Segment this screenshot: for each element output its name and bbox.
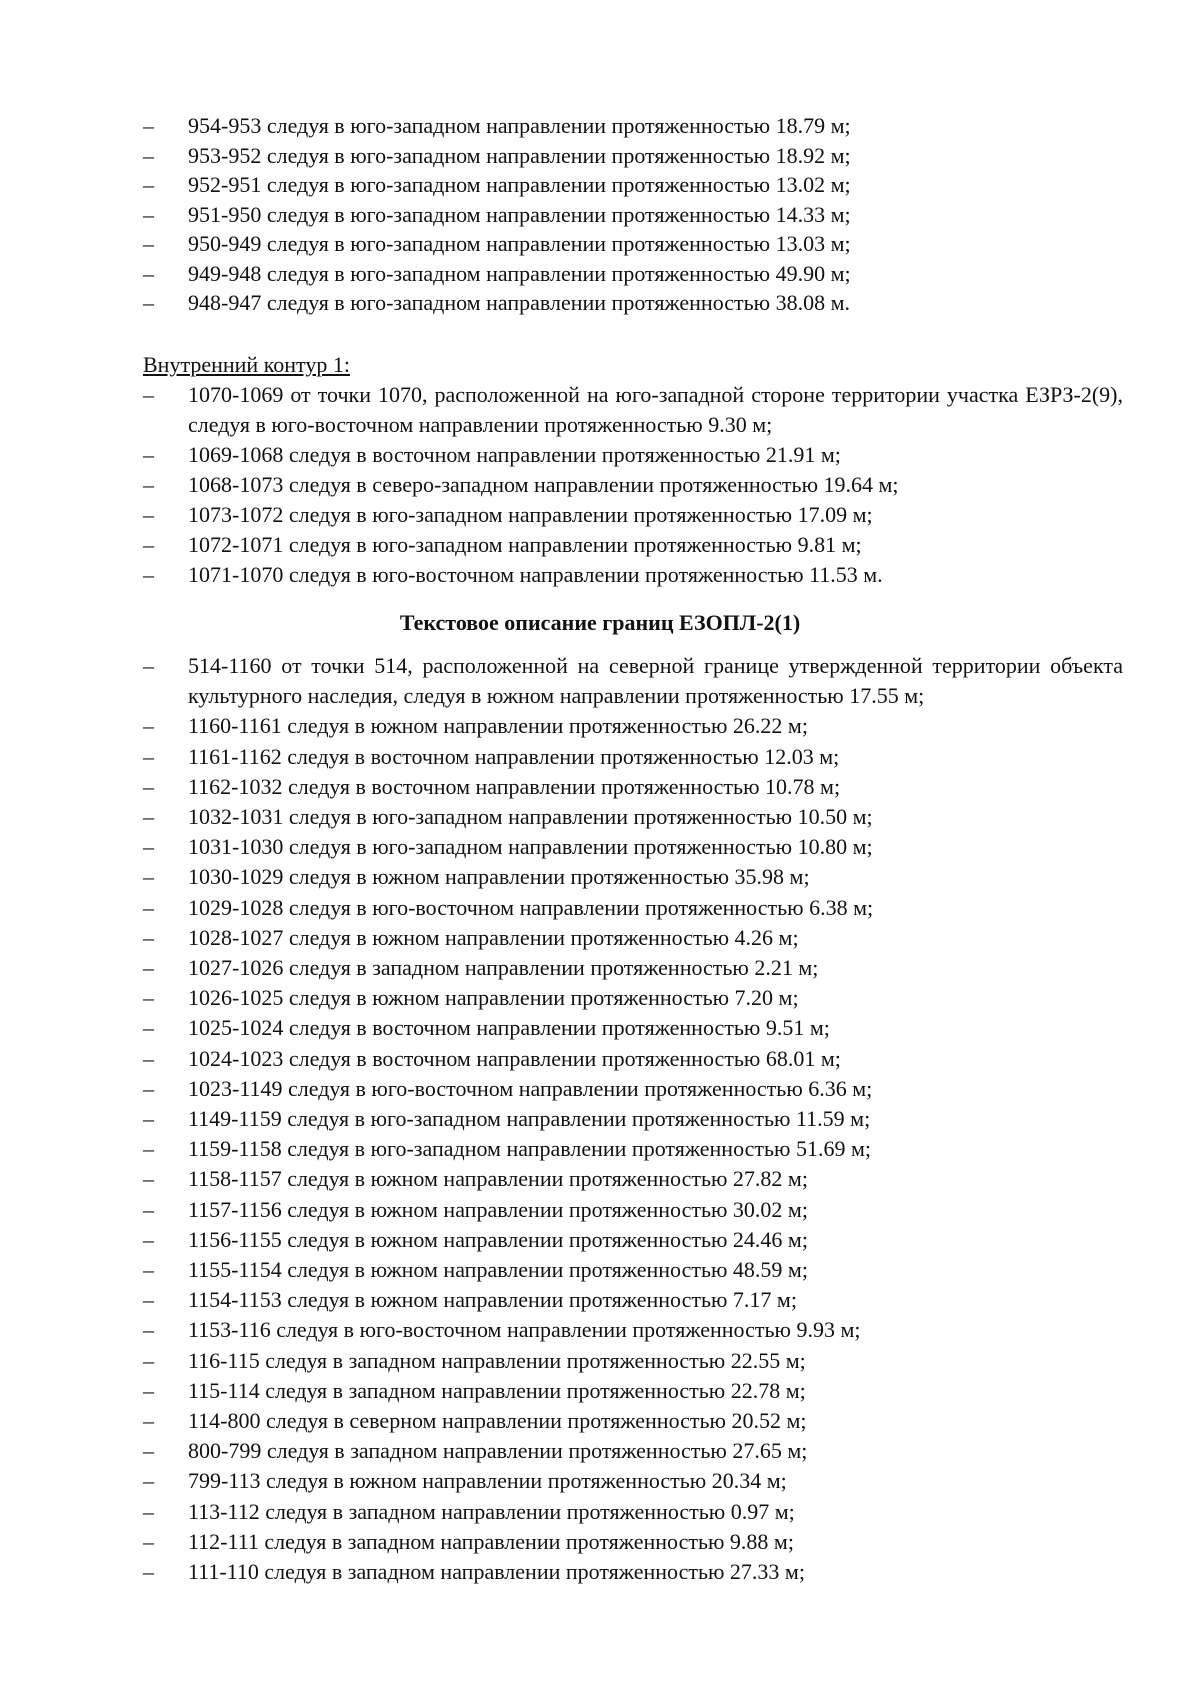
list-item (143, 470, 1123, 500)
dash-marker: – (143, 290, 154, 315)
dash-marker: – (143, 260, 154, 286)
dash-marker: – (143, 502, 154, 527)
dash-marker: – (143, 894, 154, 920)
list-item (143, 200, 1123, 230)
dash-marker: – (143, 924, 154, 950)
dash-marker: – (143, 804, 154, 830)
list-item-text: 1149-1159 следуя в юго-западном направлении протяженностью 11.59 м; (188, 1106, 871, 1132)
dash-marker: – (143, 1075, 154, 1101)
list-item (143, 1255, 1123, 1285)
list-item (143, 170, 1123, 200)
list-item (143, 1466, 1123, 1496)
list-item (143, 440, 1123, 470)
list-item (143, 1195, 1123, 1225)
dash-marker: – (143, 1226, 154, 1252)
dash-marker: – (143, 1015, 154, 1041)
list-item (143, 832, 1123, 862)
list-item-text: 1025-1024 следуя в восточном направлении протяженностью 9.51 м; (188, 1015, 830, 1041)
list-item-text: 114-800 следуя в северном направлении протяженностью 20.52 м; (188, 1408, 807, 1434)
dash-marker: – (143, 743, 154, 769)
list-item (143, 560, 1123, 590)
list-item (143, 802, 1123, 832)
dash-marker: – (143, 1468, 154, 1494)
dash-marker: – (143, 1136, 154, 1162)
ezopl-heading: Текстовое описание границ ЕЗОПЛ-2(1) (399, 610, 801, 635)
dash-marker: – (143, 1498, 154, 1524)
list-item (143, 1044, 1123, 1074)
list-item-text: 1156-1155 следуя в южном направлении протяженностью 24.46 м; (188, 1226, 808, 1252)
list-item (143, 141, 1123, 171)
dash-marker: – (143, 472, 154, 497)
list-item-text: 1026-1025 следуя в южном направлении протяженностью 7.20 м; (188, 985, 799, 1011)
list-item (143, 893, 1123, 923)
dash-marker: – (143, 985, 154, 1011)
list-item-text: 949-948 следуя в юго-западном направлении протяженностью 49.90 м; (188, 260, 851, 286)
dash-marker: – (143, 231, 154, 256)
list-item (143, 923, 1123, 953)
list-item-text: 1161-1162 следуя в восточном направлении протяженностью 12.03 м; (188, 743, 840, 769)
inner-contour-section (143, 380, 1123, 590)
dash-marker: – (143, 834, 154, 860)
list-item-text: 800-799 следуя в западном направлении протяженностью 27.65 м; (188, 1438, 808, 1464)
list-item (143, 1346, 1123, 1376)
list-item (143, 1557, 1123, 1587)
dash-marker: – (143, 713, 154, 739)
list-item-text: 1023-1149 следуя в юго-восточном направлении протяженностью 6.36 м; (188, 1075, 873, 1101)
dash-marker: – (143, 1317, 154, 1343)
list-item (143, 1013, 1123, 1043)
list-item-text: 1162-1032 следуя в восточном направлении протяженностью 10.78 м; (188, 773, 841, 799)
list-item-text: 948-947 следуя в юго-западном направлении протяженностью 38.08 м. (188, 290, 851, 315)
dash-marker: – (143, 773, 154, 799)
ezopl-section (143, 651, 1123, 1587)
list-item (143, 1285, 1123, 1315)
list-item (143, 530, 1123, 560)
dash-marker: – (143, 1045, 154, 1071)
list-item (143, 1164, 1123, 1194)
dash-marker: – (143, 113, 154, 138)
dash-marker: – (143, 1438, 154, 1464)
list-item-text: 1072-1071 следуя в юго-западном направлении протяженностью 9.81 м; (188, 532, 862, 557)
list-item-text: 951-950 следуя в юго-западном направлении протяженностью 14.33 м; (188, 201, 851, 227)
list-item-text: 1068-1073 следуя в северо-западном направлении протяженностью 19.64 м; (188, 472, 899, 497)
list-item (143, 288, 1123, 318)
dash-marker: – (143, 1528, 154, 1554)
dash-marker: – (143, 864, 154, 890)
dash-marker: – (143, 653, 154, 678)
list-item-text: 1154-1153 следуя в южном направлении протяженностью 7.17 м; (188, 1287, 797, 1313)
dash-marker: – (143, 1377, 154, 1403)
list-item-text: 1159-1158 следуя в юго-западном направлении протяженностью 51.69 м; (188, 1136, 871, 1162)
list-item-text: 1027-1026 следуя в западном направлении протяженностью 2.21 м; (188, 955, 819, 981)
dash-marker: – (143, 1166, 154, 1192)
dash-marker: – (143, 1347, 154, 1373)
list-item (143, 1134, 1123, 1164)
list-item-text: 950-949 следуя в юго-западном направлении протяженностью 13.03 м; (188, 231, 851, 256)
dash-marker: – (143, 201, 154, 227)
section-a (143, 111, 1123, 318)
list-item-text: 1157-1156 следуя в южном направлении протяженностью 30.02 м; (188, 1196, 808, 1222)
dash-marker: – (143, 172, 154, 197)
list-item (143, 1406, 1123, 1436)
list-item (143, 259, 1123, 289)
ezopl-list (143, 651, 1123, 1587)
list-item (143, 1436, 1123, 1466)
dash-marker: – (143, 1287, 154, 1313)
list-item (143, 1376, 1123, 1406)
list-item-text: 113-112 следуя в западном направлении протяженностью 0.97 м; (188, 1498, 795, 1524)
list-item-text: 1031-1030 следуя в юго-западном направлении протяженностью 10.80 м; (188, 834, 873, 860)
list-item-text: 1158-1157 следуя в южном направлении протяженностью 27.82 м; (188, 1166, 808, 1192)
list-item-text: 1153-116 следуя в юго-восточном направлении протяженностью 9.93 м; (188, 1317, 861, 1343)
list-item (143, 111, 1123, 141)
list-item-text: 112-111 следуя в западном направлении протяженностью 9.88 м; (188, 1528, 794, 1554)
list-item (143, 1104, 1123, 1134)
list-item-text: 1073-1072 следуя в юго-западном направлении протяженностью 17.09 м; (188, 502, 873, 527)
list-item-text: 1029-1028 следуя в юго-восточном направлении протяженностью 6.38 м; (188, 894, 874, 920)
list-item (143, 1225, 1123, 1255)
section-a-list (143, 111, 1123, 318)
list-item-text: 115-114 следуя в западном направлении протяженностью 22.78 м; (188, 1377, 806, 1403)
list-item (143, 651, 1123, 711)
inner-contour-heading: Внутренний контур 1: (143, 352, 350, 377)
dash-marker: – (143, 1196, 154, 1222)
list-item-text: 952-951 следуя в юго-западном направлении протяженностью 13.02 м; (188, 172, 851, 197)
list-item-text: 1069-1068 следуя в восточном направлении протяженностью 21.91 м; (188, 442, 841, 467)
dash-marker: – (143, 562, 154, 587)
list-item-text: 1160-1161 следуя в южном направлении протяженностью 26.22 м; (188, 713, 808, 739)
list-item (143, 1497, 1123, 1527)
list-item (143, 742, 1123, 772)
list-item (143, 953, 1123, 983)
list-item (143, 772, 1123, 802)
dash-marker: – (143, 955, 154, 981)
list-item (143, 1315, 1123, 1345)
list-item (143, 1074, 1123, 1104)
list-item-text: 1071-1070 следуя в юго-восточном направлении протяженностью 11.53 м. (188, 562, 883, 587)
list-item-text: 116-115 следуя в западном направлении протяженностью 22.55 м; (188, 1347, 806, 1373)
list-item-text: 1032-1031 следуя в юго-западном направлении протяженностью 10.50 м; (188, 804, 873, 830)
list-item-text: 111-110 следуя в западном направлении протяженностью 27.33 м; (188, 1559, 805, 1585)
list-item (143, 711, 1123, 741)
list-item-text: 1024-1023 следуя в восточном направлении протяженностью 68.01 м; (188, 1045, 841, 1071)
dash-marker: – (143, 1559, 154, 1585)
list-item (143, 229, 1123, 259)
list-item-text: 799-113 следуя в южном направлении протяженностью 20.34 м; (188, 1468, 787, 1494)
dash-marker: – (143, 532, 154, 557)
dash-marker: – (143, 382, 154, 407)
dash-marker: – (143, 442, 154, 467)
list-item (143, 500, 1123, 530)
list-item (143, 862, 1123, 892)
dash-marker: – (143, 142, 154, 168)
list-item-text: 514-1160 от точки 514, расположенной на северной границе утвержденной территории объекта культурного наследия, следуя в южном направлении протяженностью 17.55 м; (188, 653, 1123, 709)
dash-marker: – (143, 1408, 154, 1434)
list-item-text: 1030-1029 следуя в южном направлении протяженностью 35.98 м; (188, 864, 810, 890)
list-item (143, 380, 1123, 440)
list-item-text: 1070-1069 от точки 1070, расположенной на юго-западной стороне территории участка ЕЗРЗ-2(9), следуя в юго-восточном направлении протяженностью 9.30 м; (188, 382, 1123, 437)
list-item-text: 954-953 следуя в юго-западном направлении протяженностью 18.79 м; (188, 113, 851, 138)
list-item-text: 1155-1154 следуя в южном направлении протяженностью 48.59 м; (188, 1257, 808, 1283)
list-item-text: 953-952 следуя в юго-западном направлении протяженностью 18.92 м; (188, 142, 851, 168)
list-item-text: 1028-1027 следуя в южном направлении протяженностью 4.26 м; (188, 924, 799, 950)
list-item (143, 1527, 1123, 1557)
dash-marker: – (143, 1257, 154, 1283)
inner-contour-list (143, 380, 1123, 590)
dash-marker: – (143, 1106, 154, 1132)
list-item (143, 983, 1123, 1013)
